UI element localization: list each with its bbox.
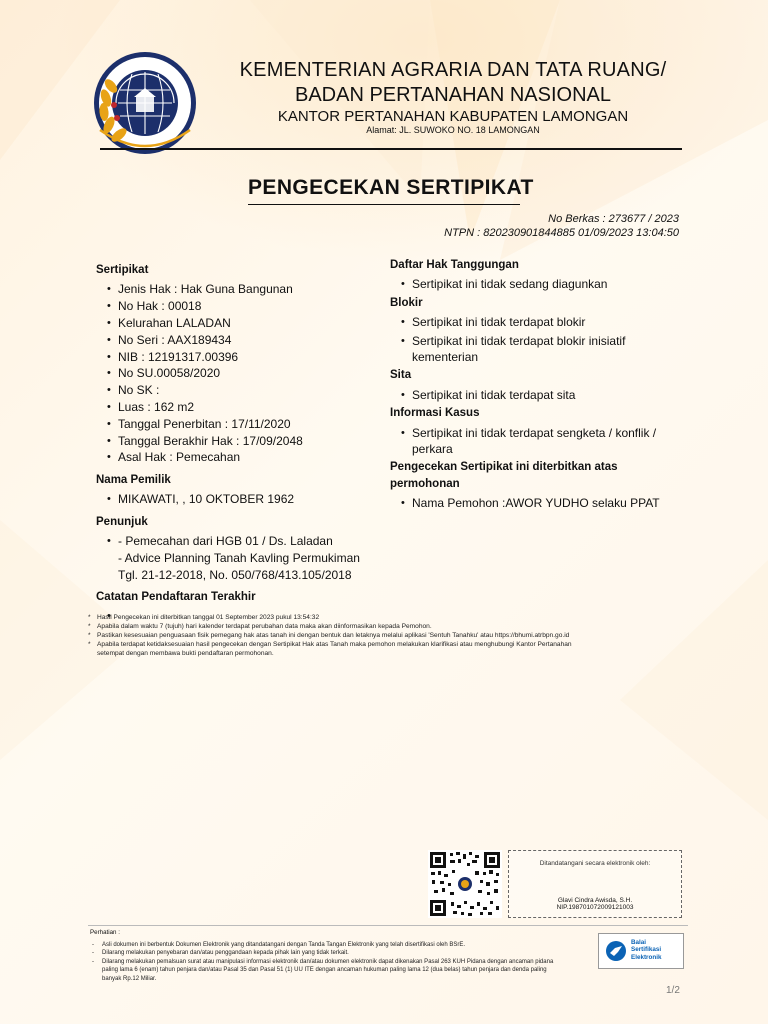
list-item: • Luas : 162 m2 — [96, 399, 376, 415]
header-divider — [100, 148, 682, 150]
footer-item: - Dilarang melakukan penyebaran dan/atau penggandaan kepada pihak lain yang tidak terkait. — [92, 949, 590, 957]
section-heading-sertipikat: Sertipikat — [96, 264, 149, 276]
section-heading-catatan: Catatan Pendaftaran Terakhir — [96, 591, 256, 603]
note-item: * Pastikan kesesuaian penguasaan fisik pemegang hak atas tanah ini dengan bentuk dan letaknya melalui aplikasi 'Sentuh Tanahku' atau https://bhumi.atrbpn.go.id — [88, 631, 688, 640]
note-item: * Apabila dalam waktu 7 (tujuh) hari kalender terdapat perubahan data maka akan diinformasikan kepada Pemohon. — [88, 622, 688, 631]
list-item: • Tanggal Penerbitan : 17/11/2020 — [96, 416, 376, 432]
list-item: • Sertipikat ini tidak terdapat blokir — [390, 314, 690, 330]
bsre-badge — [598, 933, 684, 969]
list-item-continuation: - Advice Planning Tanah Kavling Permukiman — [118, 550, 360, 565]
list-item: • Asal Hak : Pemecahan — [96, 449, 376, 465]
bsre-line: Elektronik — [631, 953, 662, 961]
bsre-text — [631, 939, 661, 961]
signature-label: Ditandatangani secara elektronik oleh: — [539, 860, 651, 867]
list-item: • No Hak : 00018 — [96, 298, 376, 314]
list-item: • Tanggal Berakhir Hak : 17/09/2048 — [96, 433, 376, 449]
no-berkas: No Berkas : 273677 / 2023 — [548, 213, 679, 225]
ministry-name: KEMENTERIAN AGRARIA DAN TATA RUANG/ — [239, 59, 667, 81]
list-item-continuation: perkara — [412, 442, 453, 457]
signer-name: Glavi Cindra Awisda, S.H. — [557, 897, 633, 904]
note-item: * Hasil Pengecekan ini diterbitkan tanggal 01 September 2023 pukul 13:54:32 — [88, 613, 688, 622]
footer-item: - Asli dokumen ini berbentuk Dokumen Elektronik yang ditandatangani dengan Tanda Tangan Elektronik yang telah disertifikasi oleh BSrE. — [92, 941, 590, 949]
section-heading-hak-tanggungan: Daftar Hak Tanggungan — [390, 259, 519, 271]
list-item: • No Seri : AAX189434 — [96, 332, 376, 348]
agency-name: BADAN PERTANAHAN NASIONAL — [294, 84, 611, 106]
left-column — [96, 262, 376, 630]
office-name: KANTOR PERTANAHAN KABUPATEN LAMONGAN — [277, 108, 629, 125]
signer-nip: NIP.198701072009121003 — [556, 904, 634, 911]
list-item: • Sertipikat ini tidak terdapat blokir inisiatif — [390, 333, 690, 349]
sita-list — [390, 387, 690, 403]
signature-box — [508, 850, 682, 918]
blokir-list — [390, 314, 690, 365]
list-item: • Nama Pemohon :AWOR YUDHO selaku PPAT — [390, 495, 690, 511]
footer-list — [92, 941, 590, 983]
bsre-line: Sertifikasi — [631, 946, 662, 954]
list-item: • MIKAWATI, , 10 OKTOBER 1962 — [96, 491, 376, 507]
bsre-line: Balai — [631, 939, 647, 946]
permohonan-list — [390, 495, 690, 511]
ntpn: NTPN : 820230901844885 01/09/2023 13:04:50 — [444, 227, 679, 239]
kasus-list — [390, 425, 690, 458]
qr-code-icon — [428, 850, 502, 918]
list-item: • Kelurahan LALADAN — [96, 315, 376, 331]
right-column — [390, 257, 690, 518]
section-heading-permohonan: Pengecekan Sertipikat ini diterbitkan atas — [390, 461, 618, 474]
pemilik-list — [96, 491, 376, 507]
section-heading-permohonan-cont: permohonan — [390, 477, 460, 490]
section-heading-kasus: Informasi Kasus — [390, 407, 480, 420]
title-underline — [248, 204, 520, 205]
hak-tanggungan-list — [390, 276, 690, 292]
list-item: • Sertipikat ini tidak terdapat sita — [390, 387, 690, 403]
list-item: • - Pemecahan dari HGB 01 / Ds. Laladan — [96, 533, 376, 549]
note-item: * Apabila terdapat ketidaksesuaian hasil pengecekan dengan Sertipikat Hak atas Tanah maka pemohon melakukan klarifikasi atau menghubungi Kantor Pertanahan — [88, 640, 688, 649]
sertipikat-list — [96, 281, 376, 465]
penunjuk-list — [96, 533, 376, 583]
section-heading-blokir: Blokir — [390, 296, 423, 309]
document-title: PENGECEKAN SERTIPIKAT — [248, 176, 534, 199]
list-item-continuation: kementerian — [412, 350, 479, 365]
list-item: • No SK : — [96, 382, 376, 398]
note-item-continuation: setempat dengan membawa bukti pendaftaran permohonan. — [97, 650, 274, 657]
footer-item: - Dilarang melakukan pemalsuan surat atau manipulasi informasi elektronik dan/atau dokumen elektronik dapat dikenakan Pasal 263 KUH Pidana dengan ancaman pidana — [92, 958, 590, 966]
list-item: • Sertipikat ini tidak sedang diagunkan — [390, 276, 690, 292]
office-address: Alamat: JL. SUWOKO NO. 18 LAMONGAN — [366, 125, 540, 135]
section-heading-sita: Sita — [390, 369, 412, 382]
bpn-logo-icon — [92, 50, 198, 156]
footer-item-continuation: paling lama 6 (enam) tahun penjara dan/atau Pasal 35 dan Pasal 51 (1) UU ITE dengan ancaman hukuman paling lama 12 (dua belas) tahun penjara dan denda paling — [102, 967, 547, 974]
bsre-logo-icon — [605, 940, 627, 962]
list-item: • NIB : 12191317.00396 — [96, 349, 376, 365]
notes-section — [88, 613, 688, 658]
section-heading-penunjuk: Penunjuk — [96, 515, 148, 528]
list-item: • Jenis Hak : Hak Guna Bangunan — [96, 281, 376, 297]
list-item-continuation: Tgl. 21-12-2018, No. 050/768/413.105/2018 — [118, 567, 352, 582]
page-number: 1/2 — [666, 985, 680, 996]
section-heading-pemilik: Nama Pemilik — [96, 473, 171, 486]
footer-item-continuation: banyak Rp.12 Miliar. — [102, 975, 157, 982]
footer-divider — [88, 925, 688, 926]
list-item: • No SU.00058/2020 — [96, 365, 376, 381]
list-item: • Sertipikat ini tidak terdapat sengketa / konflik / — [390, 425, 690, 441]
footer-heading: Perhatian : — [90, 929, 120, 936]
